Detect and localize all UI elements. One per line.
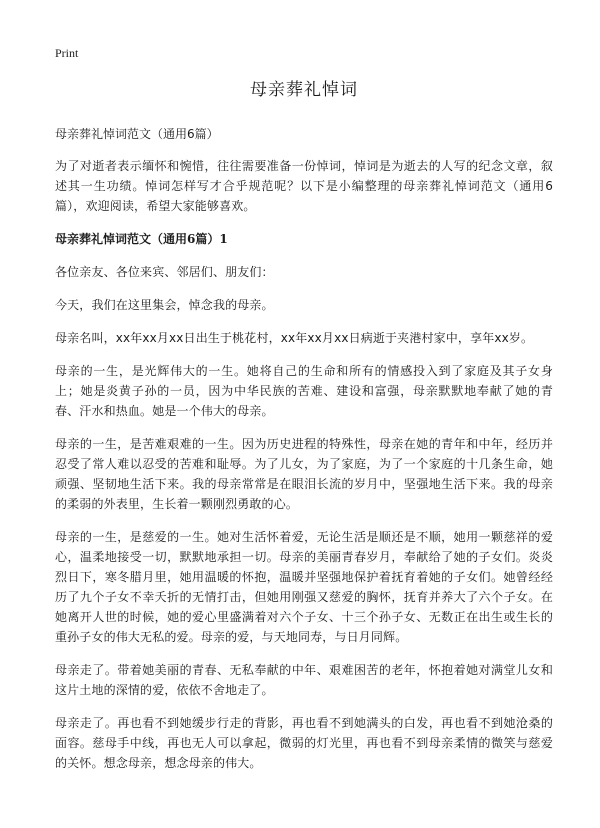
paragraph-glorious-life: 母亲的一生，是光辉伟大的一生。她将自己的生命和所有的情感投入到了家庭及其子女身上；她是炎黄子孙的一员，因为中华民族的苦难、建设和富强，母亲默默地奉献了她的青春、汗水和热血。她是一个伟大的母亲。 — [55, 364, 553, 418]
paragraph-biography: 母亲名叫，xx年xx月xx日出生于桃花村，xx年xx月xx日病逝于夹港村家中，享年xx岁。 — [55, 331, 534, 345]
paragraph-greeting: 各位亲友、各位来宾、邻居们、朋友们： — [55, 265, 274, 279]
print-link[interactable]: Print — [55, 46, 79, 60]
section-heading: 母亲葬礼悼词范文（通用6篇）1 — [55, 232, 228, 246]
paragraph-opening: 今天，我们在这里集会，悼念我的母亲。 — [55, 298, 274, 312]
paragraph-hardship-life: 母亲的一生，是苦难艰难的一生。因为历史进程的特殊性，母亲在她的青年和中年，经历并忍受了常人难以忍受的苦难和耻辱。为了儿女，为了家庭，为了一个家庭的十几条生命，她顽强、坚韧地生活下来。我的母亲常常是在眼泪长流的岁月中，坚强地生活下来。我的母亲的柔弱的外表里，生长着一颗刚烈勇敢的心。 — [55, 437, 553, 511]
intro-paragraph: 为了对逝者表示缅怀和惋惜，往往需要准备一份悼词，悼词是为逝去的人写的纪念文章，叙述其一生功绩。悼词怎样写才合乎规范呢？以下是小编整理的母亲葬礼悼词范文（通用6篇），欢迎阅读，希望大家能够喜欢。 — [55, 159, 553, 213]
paragraph-loving-life: 母亲的一生，是慈爱的一生。她对生活怀着爱，无论生活是顺还是不顺，她用一颗慈祥的爱心，温柔地接受一切，默默地承担一切。母亲的美丽青春岁月，奉献给了她的子女们。炎炎烈日下，寒冬腊月里，她用温暖的怀抱，温暖并坚强地保护着抚育着她的子女们。她曾经经历了九个子女不幸夭折的无情打击，但她用刚强又慈爱的胸怀，抚育并养大了六个子女。在她离开人世的时候，她的爱心里盛满着对六个子女、十三个孙子女、无数正在出生或生长的重孙子女的伟大无私的爱。母亲的爱，与天地同寿，与日月同辉。 — [55, 530, 553, 644]
document-body — [55, 76, 553, 786]
document-title: 母亲葬礼悼词 — [250, 80, 358, 100]
document-subtitle: 母亲葬礼悼词范文（通用6篇） — [55, 127, 219, 141]
paragraph-remembrance: 母亲走了。再也看不到她缓步行走的背影，再也看不到她满头的白发，再也看不到她沧桑的面容。慈母手中线，再也无人可以拿起，微弱的灯光里，再也看不到母亲柔情的微笑与慈爱的关怀。想念母亲，想念母亲的伟大。 — [55, 716, 553, 770]
paragraph-farewell: 母亲走了。带着她美丽的青春、无私奉献的中年、艰难困苦的老年，怀抱着她对满堂儿女和这片土地的深情的爱，依依不舍地走了。 — [55, 663, 553, 697]
